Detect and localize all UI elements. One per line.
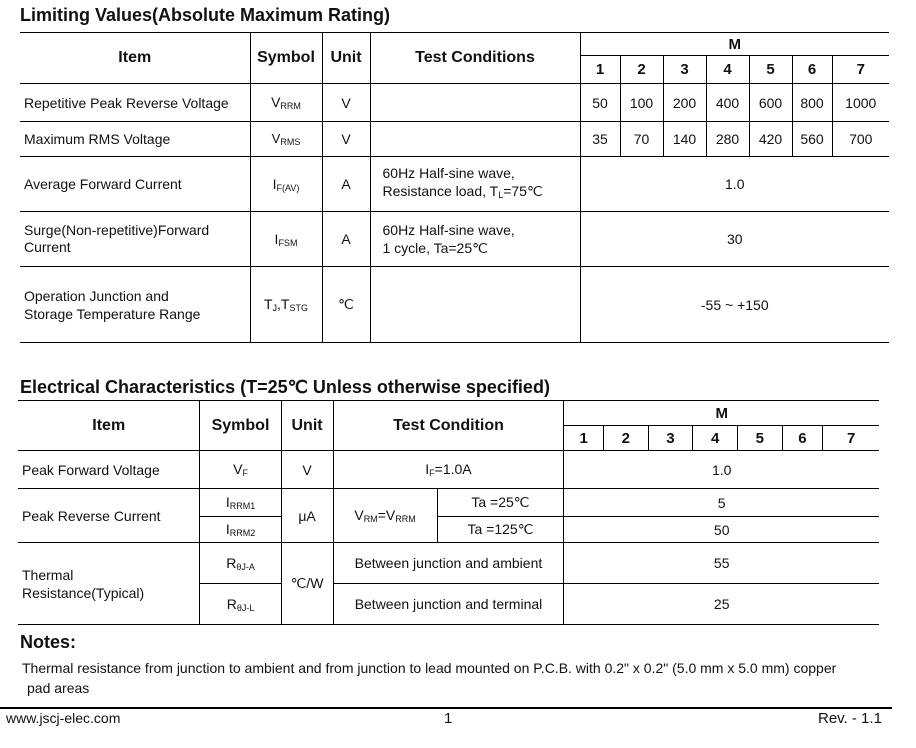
test-condition: 60Hz Half-sine wave, Resistance load, $T_L=75℃$ xyxy=(370,157,580,212)
item-label: Average Forward Current xyxy=(20,157,250,212)
header-item: Item xyxy=(18,401,200,451)
item-label: Surge(Non-repetitive)Forward Current xyxy=(20,212,250,267)
grade-header: 7 xyxy=(832,56,889,84)
value-cell: 1.0 xyxy=(580,157,889,212)
electrical-characteristics-table xyxy=(18,400,879,625)
value-cell: 280 xyxy=(706,122,749,157)
unit: μA xyxy=(281,489,333,543)
unit: V xyxy=(322,122,370,157)
value-cell: -55 ~ +150 xyxy=(580,267,889,343)
table-row xyxy=(18,451,879,489)
test-condition: $V_{RM}=V_{RRM}$ xyxy=(333,489,437,543)
header-symbol: Symbol xyxy=(250,33,322,84)
value-cell: 50 xyxy=(564,517,879,543)
unit: ℃ xyxy=(322,267,370,343)
table-row xyxy=(20,212,889,267)
value-cell: 70 xyxy=(620,122,663,157)
item-label: Operation Junction and Storage Temperature Range xyxy=(20,267,250,343)
table-row xyxy=(20,157,889,212)
grade-header: 1 xyxy=(564,426,604,451)
temperature-condition: Ta =125℃ xyxy=(437,517,564,543)
grade-header: 5 xyxy=(738,426,783,451)
unit: V xyxy=(281,451,333,489)
test-condition xyxy=(370,122,580,157)
grade-header: 4 xyxy=(693,426,738,451)
test-condition: Between junction and terminal xyxy=(333,584,564,625)
value-cell: 100 xyxy=(620,84,663,122)
grade-header: 2 xyxy=(603,426,648,451)
grade-header: 5 xyxy=(749,56,792,84)
value-cell: 560 xyxy=(792,122,832,157)
value-cell: 1000 xyxy=(832,84,889,122)
header-group-m: M xyxy=(580,33,889,56)
item-label: Repetitive Peak Reverse Voltage xyxy=(20,84,250,122)
item-label: Peak Reverse Current xyxy=(18,489,200,543)
grade-header: 2 xyxy=(620,56,663,84)
value-cell: 35 xyxy=(580,122,620,157)
value-cell: 30 xyxy=(580,212,889,267)
test-condition xyxy=(370,267,580,343)
temperature-condition: Ta =25℃ xyxy=(437,489,564,517)
value-cell: 50 xyxy=(580,84,620,122)
header-test-condition: Test Condition xyxy=(333,401,564,451)
test-condition xyxy=(370,84,580,122)
value-cell: 800 xyxy=(792,84,832,122)
value-cell: 55 xyxy=(564,543,879,584)
unit: V xyxy=(322,84,370,122)
symbol: $V_F$ xyxy=(200,451,281,489)
header-symbol: Symbol xyxy=(200,401,281,451)
electrical-characteristics-title: Electrical Characteristics (T=25℃ Unless otherwise specified) xyxy=(20,377,550,397)
footer-divider xyxy=(0,707,892,709)
header-unit: Unit xyxy=(281,401,333,451)
grade-header: 6 xyxy=(792,56,832,84)
note-line: pad areas xyxy=(27,680,90,696)
grade-header: 3 xyxy=(648,426,693,451)
value-cell: 400 xyxy=(706,84,749,122)
value-cell: 5 xyxy=(564,489,879,517)
value-cell: 25 xyxy=(564,584,879,625)
footer-website: www.jscj-elec.com xyxy=(6,710,121,726)
symbol: $I_{FSM}$ xyxy=(250,212,322,267)
table-row xyxy=(20,122,889,157)
value-cell: 420 xyxy=(749,122,792,157)
symbol: $I_{RRM1}$ xyxy=(200,489,281,517)
header-unit: Unit xyxy=(322,33,370,84)
grade-header: 4 xyxy=(706,56,749,84)
header-group-m: M xyxy=(564,401,879,426)
symbol: $V_{RRM}$ xyxy=(250,84,322,122)
footer-revision: Rev. - 1.1 xyxy=(818,710,882,727)
grade-header: 3 xyxy=(663,56,706,84)
value-cell: 600 xyxy=(749,84,792,122)
symbol: $R_{\theta J-A}$ xyxy=(200,543,281,584)
notes-text xyxy=(22,658,902,698)
value-cell: 1.0 xyxy=(564,451,879,489)
table-row xyxy=(20,84,889,122)
grade-header: 1 xyxy=(580,56,620,84)
item-label: Maximum RMS Voltage xyxy=(20,122,250,157)
note-line: Thermal resistance from junction to ambient and from junction to lead mounted on P.C.B. with 0.2" x 0.2" (5.0 mm x 5.0 mm) copper xyxy=(22,660,837,676)
header-test-conditions: Test Conditions xyxy=(370,33,580,84)
unit: ℃/W xyxy=(281,543,333,625)
table-row xyxy=(18,489,879,517)
symbol: $R_{\theta J-L}$ xyxy=(200,584,281,625)
symbol: $V_{RMS}$ xyxy=(250,122,322,157)
item-label: Peak Forward Voltage xyxy=(18,451,200,489)
table-row xyxy=(20,267,889,343)
value-cell: 140 xyxy=(663,122,706,157)
header-item: Item xyxy=(20,33,250,84)
unit: A xyxy=(322,212,370,267)
symbol: $I_{F(AV)}$ xyxy=(250,157,322,212)
test-condition: Between junction and ambient xyxy=(333,543,564,584)
footer-page-number: 1 xyxy=(444,710,453,727)
grade-header: 7 xyxy=(823,426,879,451)
test-condition: 60Hz Half-sine wave, 1 cycle, Ta=25℃ xyxy=(370,212,580,267)
test-condition: $I_F=1.0A$ xyxy=(333,451,564,489)
notes-title: Notes: xyxy=(20,632,77,652)
unit: A xyxy=(322,157,370,212)
value-cell: 200 xyxy=(663,84,706,122)
limiting-values-table xyxy=(20,32,889,343)
table-row xyxy=(18,543,879,584)
limiting-values-title: Limiting Values(Absolute Maximum Rating) xyxy=(20,5,391,25)
item-label: Thermal Resistance(Typical) xyxy=(18,543,200,625)
symbol: $I_{RRM2}$ xyxy=(200,517,281,543)
symbol: $T_J,T_{STG}$ xyxy=(250,267,322,343)
value-cell: 700 xyxy=(832,122,889,157)
grade-header: 6 xyxy=(782,426,823,451)
